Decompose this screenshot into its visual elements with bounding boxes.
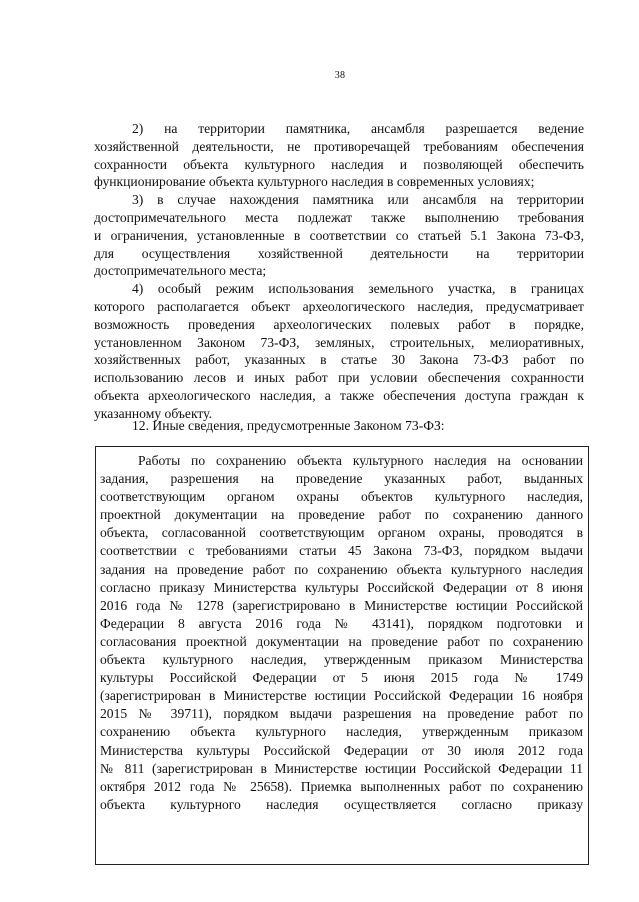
text-line: объекта археологического наследия, а также обеспечения доступа граждан к (94, 387, 584, 403)
text-line: проектной документации на проведение работ по сохранению данного (100, 507, 583, 523)
text-line: для осуществления хозяйственной деятельности на территории (94, 245, 584, 261)
paragraph-4 (94, 280, 584, 422)
text-line: хозяйственной деятельности, не противоречащей требованиям обеспечения (94, 138, 584, 154)
text-line: указанному объекту. (94, 405, 212, 421)
section-12-heading: 12. Иные сведения, предусмотренные Законом 73-ФЗ: (132, 418, 445, 433)
paragraph-2 (94, 120, 584, 191)
body-text (94, 120, 584, 423)
text-line: Работы по сохранению объекта культурного наследия на основании (138, 453, 583, 468)
text-line: функционирование объекта культурного наследия в современных условиях; (94, 174, 535, 190)
text-line: № 811 (зарегистрирован в Министерстве юстиции Российской Федерации 11 (100, 760, 583, 776)
text-line: задания на проведение работ по сохранению объекта культурного наследия (100, 561, 583, 577)
text-line: соответствующим органом охраны объектов культурного наследия, (100, 489, 583, 505)
text-line: 2015 № 39711), порядком выдачи разрешения на проведение работ по (100, 706, 583, 722)
text-line: и ограничения, установленные в соответствии со статьей 5.1 Закона 73-ФЗ, (94, 227, 584, 243)
text-line: 2016 года № 1278 (зарегистрировано в Министерстве юстиции Российской (100, 597, 583, 613)
text-line: объекта культурного наследия, утвержденным приказом Министерства (100, 652, 583, 668)
text-line: 4) особый режим использования земельного участка, в границах (132, 281, 584, 297)
text-line: соответствии с требованиями статьи 45 Закона 73-ФЗ, порядком выдачи (100, 543, 583, 559)
text-line: хозяйственных работ, указанных в статье 30 Закона 73-ФЗ работ по (94, 352, 584, 368)
text-line: Министерства культуры Российской Федерации от 30 июля 2012 года (100, 742, 583, 758)
text-line: сохранению объекта культурного наследия, утвержденным приказом (100, 724, 583, 740)
text-line: Федерации 8 августа 2016 года № 43141), порядком подготовки и (100, 615, 583, 631)
text-line: культуры Российской Федерации от 5 июня 2015 года № 1749 (100, 670, 583, 686)
text-line: достопримечательного места; (94, 263, 267, 279)
text-line: использованию лесов и иных работ при условии обеспечения сохранности (94, 370, 584, 386)
section-12-text (100, 452, 583, 814)
text-line: октября 2012 года № 25658). Приемка выполненных работ по сохранению (100, 778, 583, 794)
text-line: 3) в случае нахождения памятника или ансамбля на территории (132, 192, 584, 208)
text-line: которого располагается объект археологического наследия, предусматривает (94, 298, 584, 314)
page-number: 38 (334, 70, 346, 81)
section-12-box (95, 446, 589, 865)
text-line: (зарегистрирован в Министерстве юстиции Российской Федерации 16 ноября (100, 688, 583, 704)
text-line: сохранности объекта культурного наследия и позволяющей обеспечить (94, 156, 584, 172)
text-line: достопримечательного места подлежат также выполнению требования (94, 209, 584, 225)
text-line: согласования проектной документации на проведение работ по сохранению (100, 633, 583, 649)
text-line: объекта культурного наследия осуществляется согласно приказу (100, 796, 583, 812)
paragraph-3 (94, 191, 584, 280)
text-line: установленном Законом 73-ФЗ, земляных, строительных, мелиоративных, (94, 334, 584, 350)
text-line: 2) на территории памятника, ансамбля разрешается ведение (132, 121, 584, 136)
text-line: объекта, согласованной соответствующим органом охраны, проводятся в (100, 525, 583, 541)
text-line: возможность проведения археологических полевых работ в порядке, (94, 316, 584, 332)
text-line: задания, разрешения на проведение указанных работ, выданных (100, 471, 583, 487)
text-line: согласно приказу Министерства культуры Российской Федерации от 8 июня (100, 579, 583, 595)
